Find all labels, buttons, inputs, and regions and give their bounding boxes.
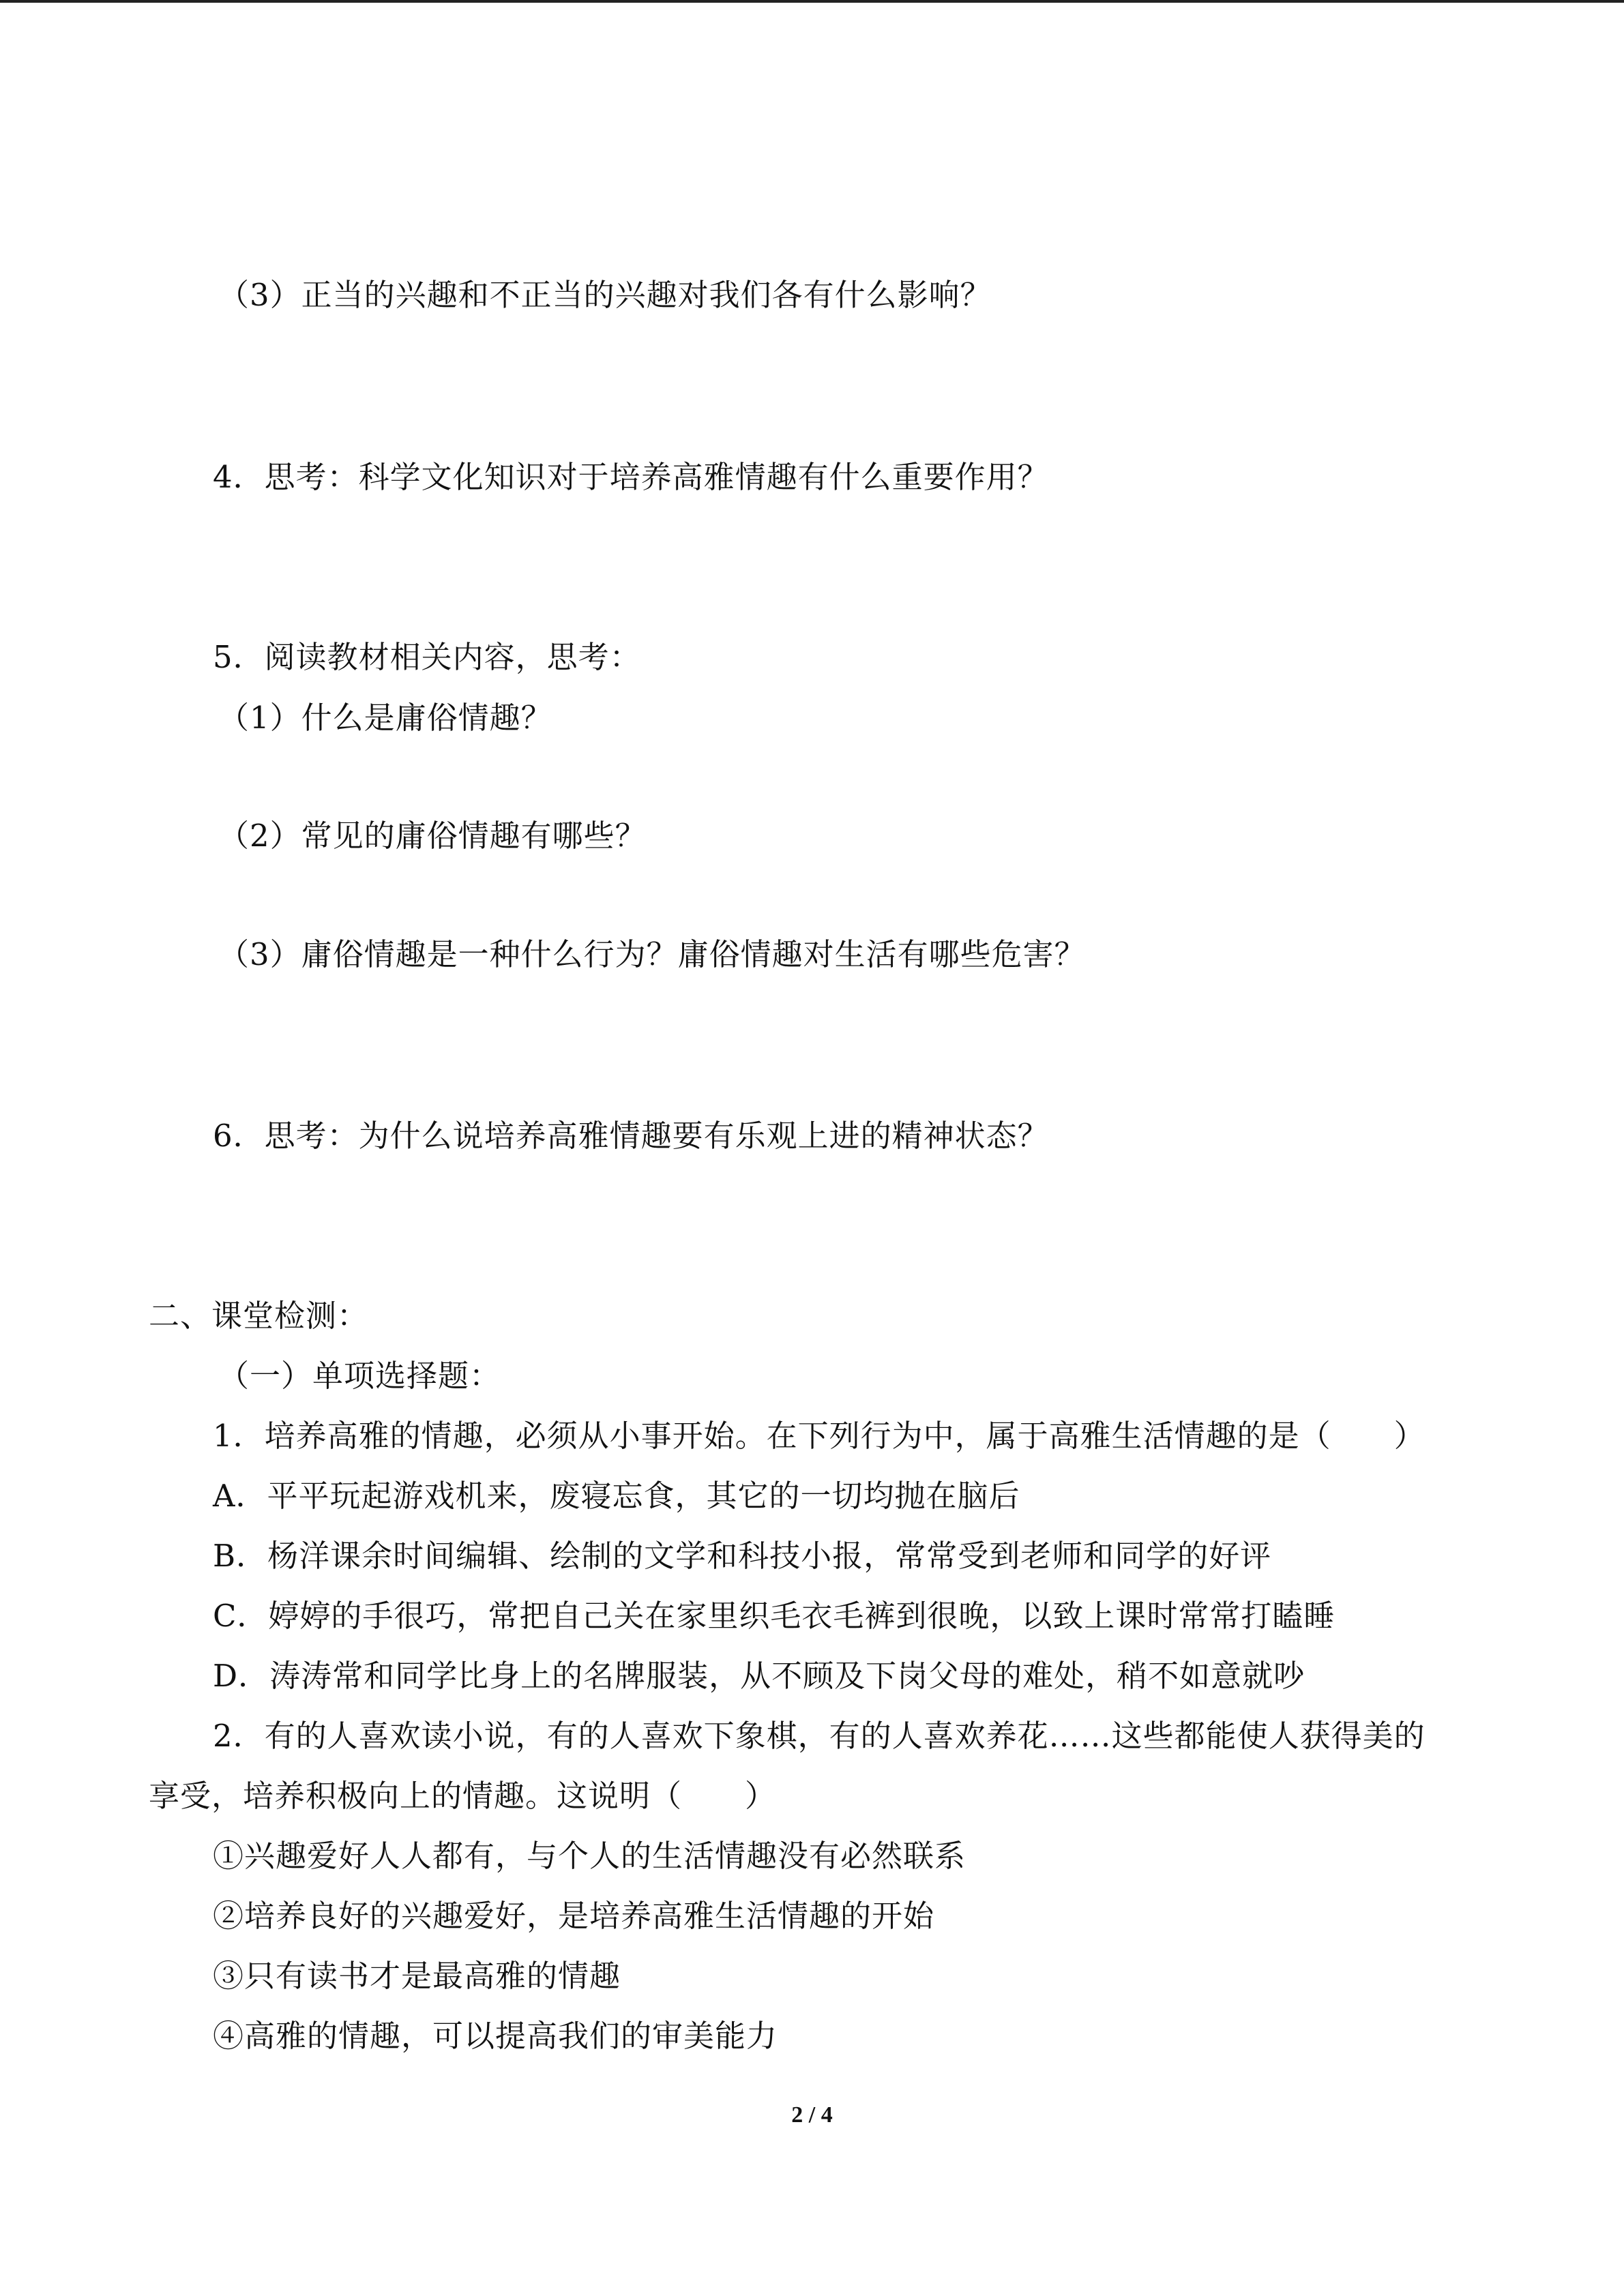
question-5-2: （2）常见的庸俗情趣有哪些？ bbox=[218, 818, 647, 854]
question-4: 4．思考：科学文化知识对于培养高雅情趣有什么重要作用？ bbox=[213, 459, 1049, 495]
mc-option-b: B．杨洋课余时间编辑、绘制的文学和科技小报，常常受到老师和同学的好评 bbox=[213, 1538, 1272, 1574]
question-5: 5．阅读教材相关内容，思考： bbox=[213, 639, 641, 675]
statement-3: ③只有读书才是最高雅的情趣 bbox=[213, 1958, 621, 1994]
page-top-border bbox=[0, 0, 1624, 3]
statement-4: ④高雅的情趣，可以提高我们的审美能力 bbox=[213, 2018, 778, 2054]
mc-question-2: 2．有的人喜欢读小说，有的人喜欢下象棋，有的人喜欢养花……这些都能使人获得美的 bbox=[213, 1718, 1426, 1754]
mc-option-c: C．婷婷的手很巧，常把自己关在家里织毛衣毛裤到很晚，以致上课时常常打瞌睡 bbox=[213, 1598, 1335, 1634]
question-5-1: （1）什么是庸俗情趣？ bbox=[218, 700, 552, 736]
subsection-single-choice: （一）单项选择题： bbox=[218, 1358, 501, 1394]
question-3-3: （3）正当的兴趣和不正当的兴趣对我们各有什么影响？ bbox=[218, 277, 992, 313]
statement-1: ①兴趣爱好人人都有，与个人的生活情趣没有必然联系 bbox=[213, 1838, 966, 1874]
statement-2: ②培养良好的兴趣爱好，是培养高雅生活情趣的开始 bbox=[213, 1898, 935, 1934]
mc-question-2-continued: 享受，培养积极向上的情趣。这说明（ ） bbox=[149, 1778, 777, 1814]
question-6: 6．思考：为什么说培养高雅情趣要有乐观上进的精神状态？ bbox=[213, 1118, 1049, 1154]
mc-option-d: D．涛涛常和同学比身上的名牌服装，从不顾及下岗父母的难处，稍不如意就吵 bbox=[213, 1658, 1305, 1694]
page-number: 2 / 4 bbox=[791, 2102, 833, 2128]
mc-question-1: 1．培养高雅的情趣，必须从小事开始。在下列行为中，属于高雅生活情趣的是（ ） bbox=[213, 1418, 1426, 1454]
mc-option-a: A．平平玩起游戏机来，废寝忘食，其它的一切均抛在脑后 bbox=[213, 1478, 1020, 1514]
section-heading-classroom-test: 二、课堂检测： bbox=[149, 1298, 369, 1334]
question-5-3: （3）庸俗情趣是一种什么行为？庸俗情趣对生活有哪些危害？ bbox=[218, 936, 1086, 972]
